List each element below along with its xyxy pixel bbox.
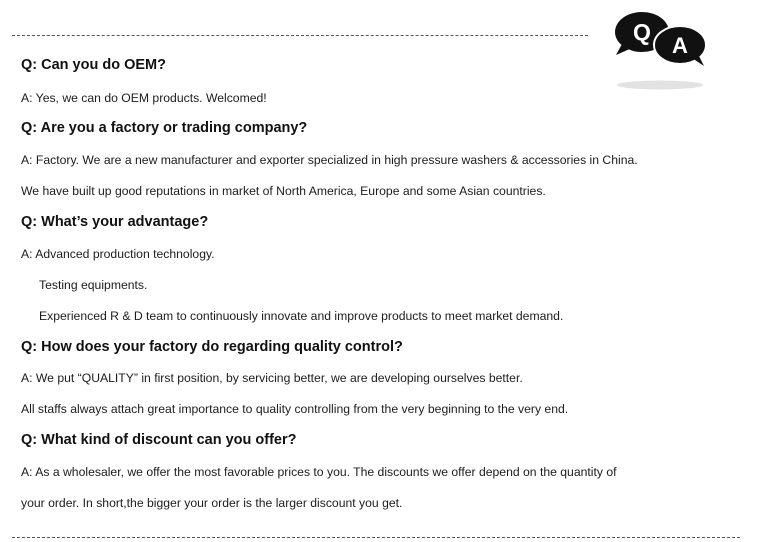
- faq-answer-2-line-2: We have built up good reputations in market of North America, Europe and some Asian countries.: [21, 184, 546, 198]
- faq-question-4: Q: How does your factory do regarding quality control?: [21, 339, 403, 355]
- logo-letter-a: A: [672, 33, 688, 58]
- faq-answer-5-line-2: your order. In short,the bigger your order is the larger discount you get.: [21, 496, 403, 510]
- logo-shadow: [617, 81, 703, 90]
- faq-answer-3-line-1: A: Advanced production technology.: [21, 247, 215, 261]
- faq-question-2: Q: Are you a factory or trading company?: [21, 120, 308, 136]
- logo-letter-q: Q: [633, 19, 651, 45]
- faq-answer-3-line-2: Testing equipments.: [39, 278, 148, 292]
- faq-answer-4-line-1: A: We put “QUALITY” in first position, by servicing better, we are developing ourselves better.: [21, 371, 523, 385]
- faq-question-5: Q: What kind of discount can you offer?: [21, 432, 297, 448]
- a-bubble: [654, 26, 706, 66]
- faq-answer-4-line-2: All staffs always attach great importance to quality controlling from the very beginning to the very end.: [21, 402, 569, 416]
- faq-answer-2-line-1: A: Factory. We are a new manufacturer and exporter specialized in high pressure washers & accessories in China.: [21, 153, 638, 167]
- faq-answer-1-line-1: A: Yes, we can do OEM products. Welcomed!: [21, 91, 267, 105]
- faq-answer-5-line-1: A: As a wholesaler, we offer the most favorable prices to you. The discounts we offer depend on the quantity of: [21, 465, 617, 479]
- faq-question-3: Q: What’s your advantage?: [21, 214, 209, 230]
- qa-speech-bubbles-icon: [612, 8, 712, 94]
- top-dashed-divider: [12, 35, 588, 36]
- faq-question-1: Q: Can you do OEM?: [21, 57, 166, 73]
- faq-answer-3-line-3: Experienced R & D team to continuously innovate and improve products to meet market demand.: [39, 309, 564, 323]
- bottom-dashed-divider: [12, 537, 740, 538]
